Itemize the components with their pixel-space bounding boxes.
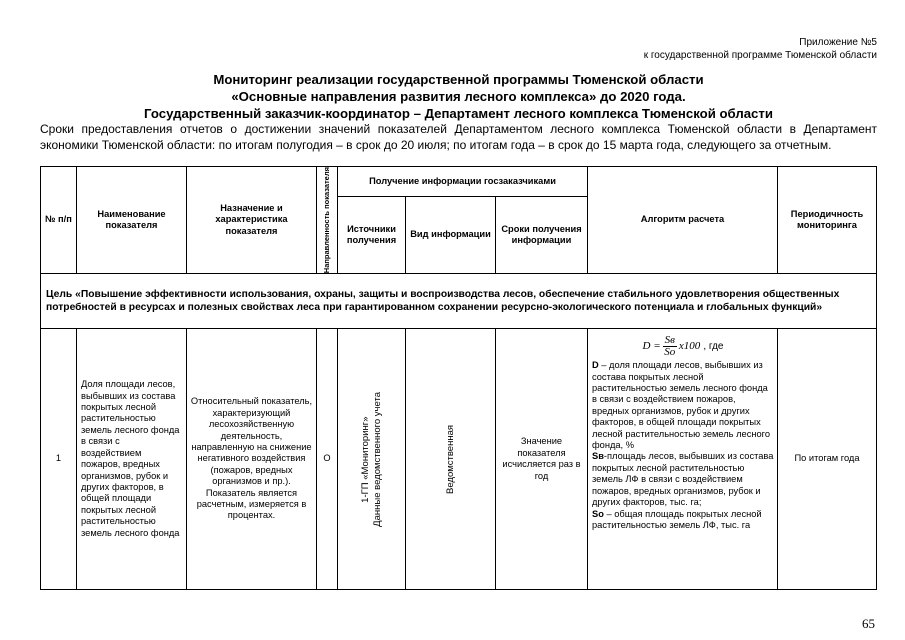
- appendix-line2: к государственной программе Тюменской области: [643, 50, 877, 61]
- algo-d-definition: [592, 360, 774, 451]
- row-source-line2: Данные ведомственного учета: [371, 391, 383, 527]
- formula-lhs: D =: [642, 339, 661, 352]
- header-num: № п/п: [41, 167, 77, 274]
- algo-so-symbol: So: [592, 508, 604, 519]
- appendix-line1: Приложение №5: [799, 37, 877, 48]
- header-direction: Направленность показателя: [321, 167, 331, 274]
- header-info-type: Вид информации: [406, 197, 496, 274]
- appendix-note: [644, 36, 877, 62]
- intro-paragraph: Сроки предоставления отчетов о достижении значений показателей Департаментом лесного комплекса Тюменской области в Департамент экономики Тюменской области: по итогам полугодия – в срок до 20 июля; по итогам года – в срок до 15 марта года, следующего за отчетным.: [40, 122, 877, 152]
- header-deadlines: Сроки получения информации: [496, 197, 588, 274]
- row-info-type-cell: [406, 329, 496, 590]
- row-name: Доля площади лесов, выбывших из состава покрытых лесной растительностью земель лесного фонда в связи с воздействием пожаров, вредных организмов, рубок и других факторов, в общей площади покрытых лесной растительностью земель лесного фонда: [77, 329, 187, 590]
- formula-denominator: So: [664, 345, 676, 358]
- row-deadline: Значение показателя исчисляется раз в год: [496, 329, 588, 590]
- title-line3: Государственный заказчик-координатор – Департамент лесного комплекса Тюменской области: [144, 106, 773, 121]
- row-purpose: Относительный показатель, характеризующий лесохозяйственную деятельность, направленную на снижение негативного воздействия (пожаров, вредных организмов и пр.). Показатель является расчетным, измеряется в процентах.: [187, 329, 317, 590]
- header-receiving-group: Получение информации госзаказчиками: [338, 167, 588, 197]
- algo-so-text: – общая площадь покрытых лесной растительностью земель ЛФ, тыс. га: [592, 508, 762, 530]
- header-purpose: Назначение и характеристика показателя: [187, 167, 317, 274]
- title-line1: Мониторинг реализации государственной программы Тюменской области: [213, 72, 704, 87]
- row-info-type: Ведомственная: [444, 424, 456, 494]
- algo-d-text: – доля площади лесов, выбывших из состава покрытых лесной растительностью земель лесного фонда в связи с воздействием пожаров, вредных организмов, рубок и других факторов, в общей площади покрытых лесной растительностью земель лесного фонда, %: [592, 360, 770, 451]
- title-line2: «Основные направления развития лесного комплекса» до 2020 года.: [231, 89, 686, 104]
- page-number: 65: [862, 616, 875, 631]
- formula-numerator: Sв: [664, 333, 675, 346]
- goal-row: [41, 274, 877, 329]
- header-name: Наименование показателя: [77, 167, 187, 274]
- algo-so-definition: [592, 509, 774, 532]
- monitoring-table: [40, 166, 877, 590]
- table-row: [41, 329, 877, 590]
- header-row-1: [41, 167, 877, 197]
- formula-tail: , где: [703, 340, 724, 352]
- algo-sv-text: -площадь лесов, выбывших из состава покрытых лесной растительностью земель ЛФ в связи с воздействием пожаров, вредных организмов, рубок и других факторов, тыс. га;: [592, 451, 774, 508]
- goal-text: Цель «Повышение эффективности использования, охраны, защиты и воспроизводства лесов, обеспечение стабильного удовлетворения общественных потребностей в ресурсах и полезных свойствах леса при гарантированном сохранении ресурсно-экологического потенциала и глобальных функций»: [41, 274, 877, 329]
- header-direction-cell: [317, 167, 338, 274]
- formula: [592, 332, 774, 360]
- algo-d-symbol: D: [592, 360, 599, 371]
- row-source-line1: 1-ГП «Мониторинг»: [359, 415, 371, 503]
- row-direction: О: [317, 329, 338, 590]
- header-sources: Источники получения: [338, 197, 406, 274]
- row-algorithm: [588, 329, 778, 590]
- document-title: [40, 71, 877, 122]
- row-periodicity: По итогам года: [778, 329, 877, 590]
- row-source-cell: [338, 329, 406, 590]
- row-num: 1: [41, 329, 77, 590]
- algo-sv-definition: [592, 451, 774, 508]
- row-source: [360, 392, 384, 527]
- formula-fraction: [663, 335, 677, 358]
- algo-sv-symbol: Sв: [592, 451, 604, 462]
- header-algorithm: Алгоритм расчета: [588, 167, 778, 274]
- header-periodicity: Периодичность мониторинга: [778, 167, 877, 274]
- formula-multiplier: x100: [678, 339, 701, 352]
